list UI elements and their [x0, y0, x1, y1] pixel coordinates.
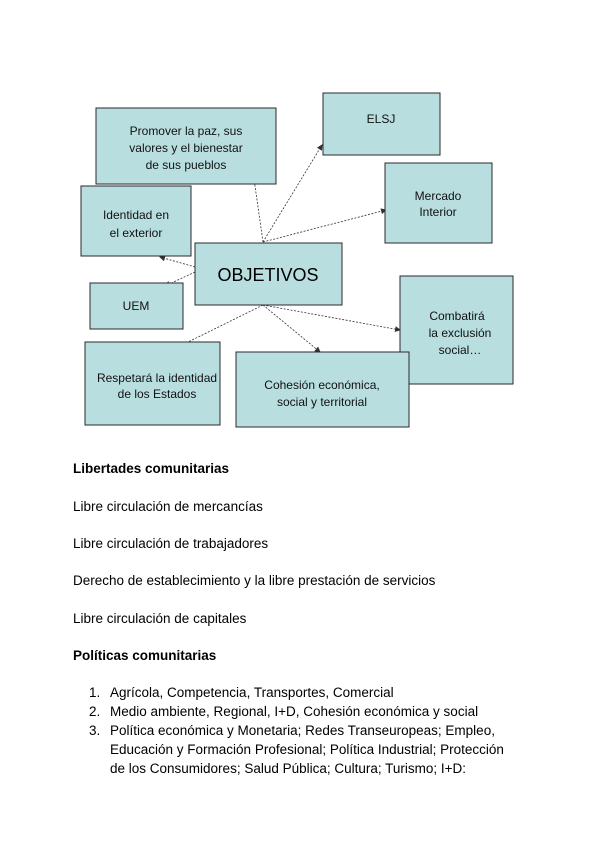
arrow-to-respetar: [178, 305, 263, 347]
box-uem-line: UEM: [122, 299, 150, 313]
politica-item: [89, 702, 529, 721]
box-combatir-line: la exclusión: [428, 326, 492, 340]
politica-text: Agrícola, Competencia, Transportes, Comercial: [110, 685, 394, 700]
libertad-item: Derecho de establecimiento y la libre prestación de servicios: [73, 573, 436, 588]
box-elsj-line: ELSJ: [366, 112, 396, 126]
list-number: 1.: [89, 685, 101, 700]
libertad-item: Libre circulación de mercancías: [73, 499, 263, 514]
box-cohesion-line: Cohesión económica,: [264, 378, 380, 392]
box-cohesion-line: social y territorial: [276, 395, 368, 409]
box-identidad: [81, 186, 191, 256]
svg-text:Promover la paz, susvalores y: [129, 124, 242, 172]
box-mercado-line: Mercado: [414, 189, 462, 203]
politicas-list: [89, 683, 529, 778]
box-respetar-line: de los Estados: [117, 387, 197, 401]
box-mercado-line: Interior: [419, 205, 457, 219]
arrow-to-combatir: [263, 305, 400, 330]
svg-text:OBJETIVOS: [217, 265, 318, 285]
box-uem: [90, 283, 183, 329]
politica-text-line: Educación y Formación Profesional; Política Industrial; Protección: [110, 742, 504, 757]
box-paz-line: de sus pueblos: [145, 158, 227, 172]
box-combatir: [400, 276, 513, 384]
box-paz-line: valores y el bienestar: [129, 141, 243, 155]
arrow-to-mercado: [263, 210, 386, 242]
politica-text-line: Política económica y Monetaria; Redes Transeuropeas; Empleo,: [110, 723, 495, 738]
center-title: OBJETIVOS: [217, 265, 319, 285]
politicas-heading: Políticas comunitarias: [73, 648, 217, 663]
box-combatir-line: social…: [438, 343, 482, 357]
svg-text:ELSJ: [367, 112, 396, 126]
box-respetar-line: Respetará la identidad: [96, 371, 218, 385]
politica-item: [89, 721, 529, 778]
politica-text: Medio ambiente, Regional, I+D, Cohesión económica y social: [110, 704, 479, 719]
politica-text-line: de los Consumidores; Salud Pública; Cultura; Turismo; I+D:: [110, 761, 467, 776]
box-respetar: [85, 342, 220, 425]
politica-item: [89, 683, 529, 702]
svg-text:UEM: [123, 299, 150, 313]
libertades-heading: Libertades comunitarias: [73, 461, 230, 476]
box-objetivos: [195, 243, 342, 305]
list-number: 2.: [89, 704, 101, 719]
libertad-item: Libre circulación de capitales: [73, 611, 247, 626]
box-identidad-line: el exterior: [109, 226, 163, 240]
box-combatir-line: Combatirá: [429, 309, 485, 323]
box-identidad-line: Identidad en: [102, 208, 170, 222]
box-paz-line: Promover la paz, sus: [129, 124, 243, 138]
box-paz: [96, 108, 276, 184]
box-mercado: [385, 163, 492, 243]
box-cohesion: [236, 352, 409, 427]
arrow-to-identidad: [160, 257, 195, 267]
box-elsj: [323, 93, 440, 155]
libertad-item: Libre circulación de trabajadores: [73, 536, 269, 551]
arrow-to-cohesion: [263, 305, 320, 352]
list-number: 3.: [89, 723, 101, 738]
